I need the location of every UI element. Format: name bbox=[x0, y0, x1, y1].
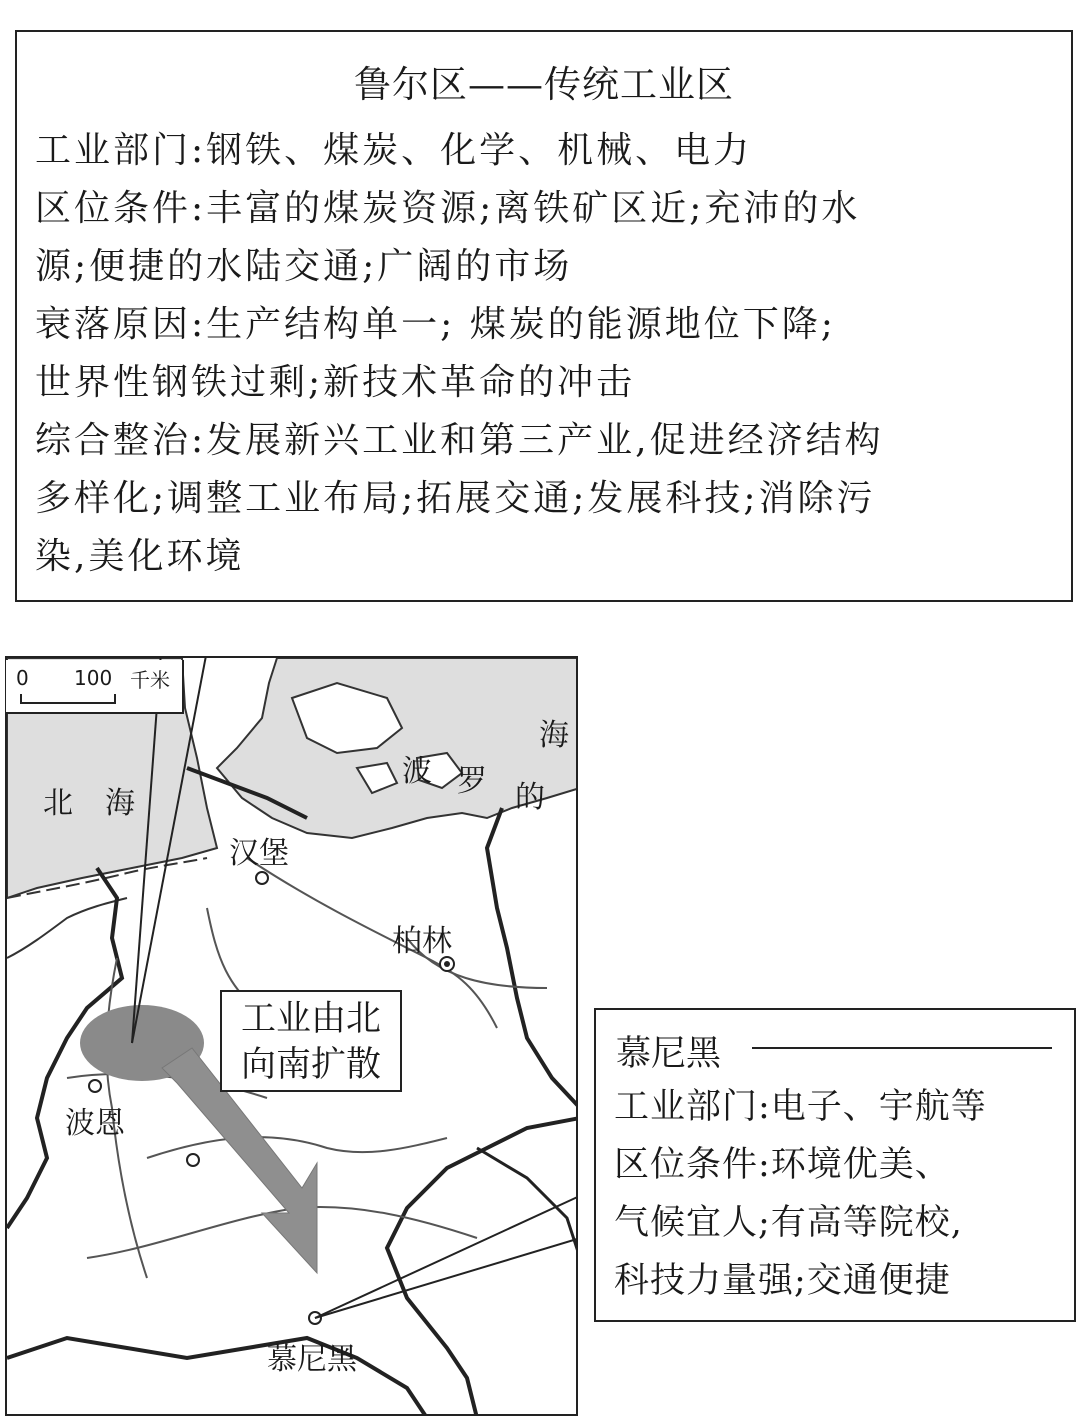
munich-info-box bbox=[594, 1008, 1076, 1322]
ruhr-title: 鲁尔区——传统工业区 bbox=[354, 63, 734, 106]
hamburg-dot bbox=[256, 872, 268, 884]
scale-bar bbox=[6, 660, 184, 714]
baltic-label-1: 波 bbox=[402, 754, 432, 789]
diffusion-label-line-1: 工业由北 bbox=[240, 999, 381, 1039]
ruhr-line-5: 世界性钢铁过剩;新技术革命的冲击 bbox=[35, 362, 636, 403]
dutch-coast bbox=[7, 898, 127, 958]
scale-hundred: 100 bbox=[74, 666, 113, 690]
munich-line-4: 科技力量强;交通便捷 bbox=[614, 1261, 951, 1301]
scale-ruler bbox=[20, 694, 116, 704]
ruhr-line-2: 区位条件:丰富的煤炭资源;离铁矿区近;充沛的水 bbox=[35, 188, 861, 229]
hamburg-label: 汉堡 bbox=[229, 836, 289, 871]
ruhr-info-box bbox=[15, 30, 1073, 602]
ruhr-line-4: 衰落原因:生产结构单一; 煤炭的能源地位下降; bbox=[35, 304, 836, 345]
scale-unit: 千米 bbox=[130, 668, 170, 692]
diffusion-label-box bbox=[220, 990, 402, 1092]
berlin-label: 柏林 bbox=[392, 924, 452, 959]
baltic-label-3: 的 bbox=[515, 780, 545, 815]
munich-line-3: 气候宜人;有高等院校, bbox=[614, 1203, 963, 1243]
munich-label: 慕尼黑 bbox=[267, 1342, 357, 1377]
border-east bbox=[487, 808, 578, 1108]
bonn-dot bbox=[89, 1080, 101, 1092]
ruhr-line-6: 综合整治:发展新兴工业和第三产业,促进经济结构 bbox=[35, 420, 884, 461]
munich-text bbox=[614, 1078, 987, 1310]
frankfurt-dot bbox=[187, 1154, 199, 1166]
baltic-label-4: 海 bbox=[539, 718, 569, 753]
bonn-label: 波恩 bbox=[65, 1106, 125, 1141]
munich-leader-2 bbox=[315, 1233, 578, 1318]
north-sea-label-2: 海 bbox=[105, 786, 135, 821]
munich-line-1: 工业部门:电子、宇航等 bbox=[614, 1087, 987, 1127]
ruhr-line-8: 染,美化环境 bbox=[35, 536, 245, 577]
ruhr-line-3: 源;便捷的水陆交通;广阔的市场 bbox=[35, 246, 573, 287]
diffusion-label-line-2: 向南扩散 bbox=[240, 1045, 381, 1085]
north-sea-label-1: 北 bbox=[43, 786, 73, 821]
munich-line-2: 区位条件:环境优美、 bbox=[614, 1145, 951, 1185]
berlin-dot-center bbox=[444, 961, 450, 967]
border-south bbox=[7, 1338, 427, 1416]
ruhr-line-1: 工业部门:钢铁、煤炭、化学、机械、电力 bbox=[35, 130, 753, 171]
scale-zero: 0 bbox=[16, 666, 29, 690]
munich-leader-1 bbox=[315, 1188, 578, 1318]
baltic-label-2: 罗 bbox=[457, 764, 487, 799]
munich-title: 慕尼黑 bbox=[616, 1034, 722, 1074]
ruhr-line-7: 多样化;调整工业布局;拓展交通;发展科技;消除污 bbox=[35, 478, 876, 519]
munich-title-rule bbox=[752, 1047, 1052, 1049]
ruhr-text bbox=[35, 122, 1065, 586]
